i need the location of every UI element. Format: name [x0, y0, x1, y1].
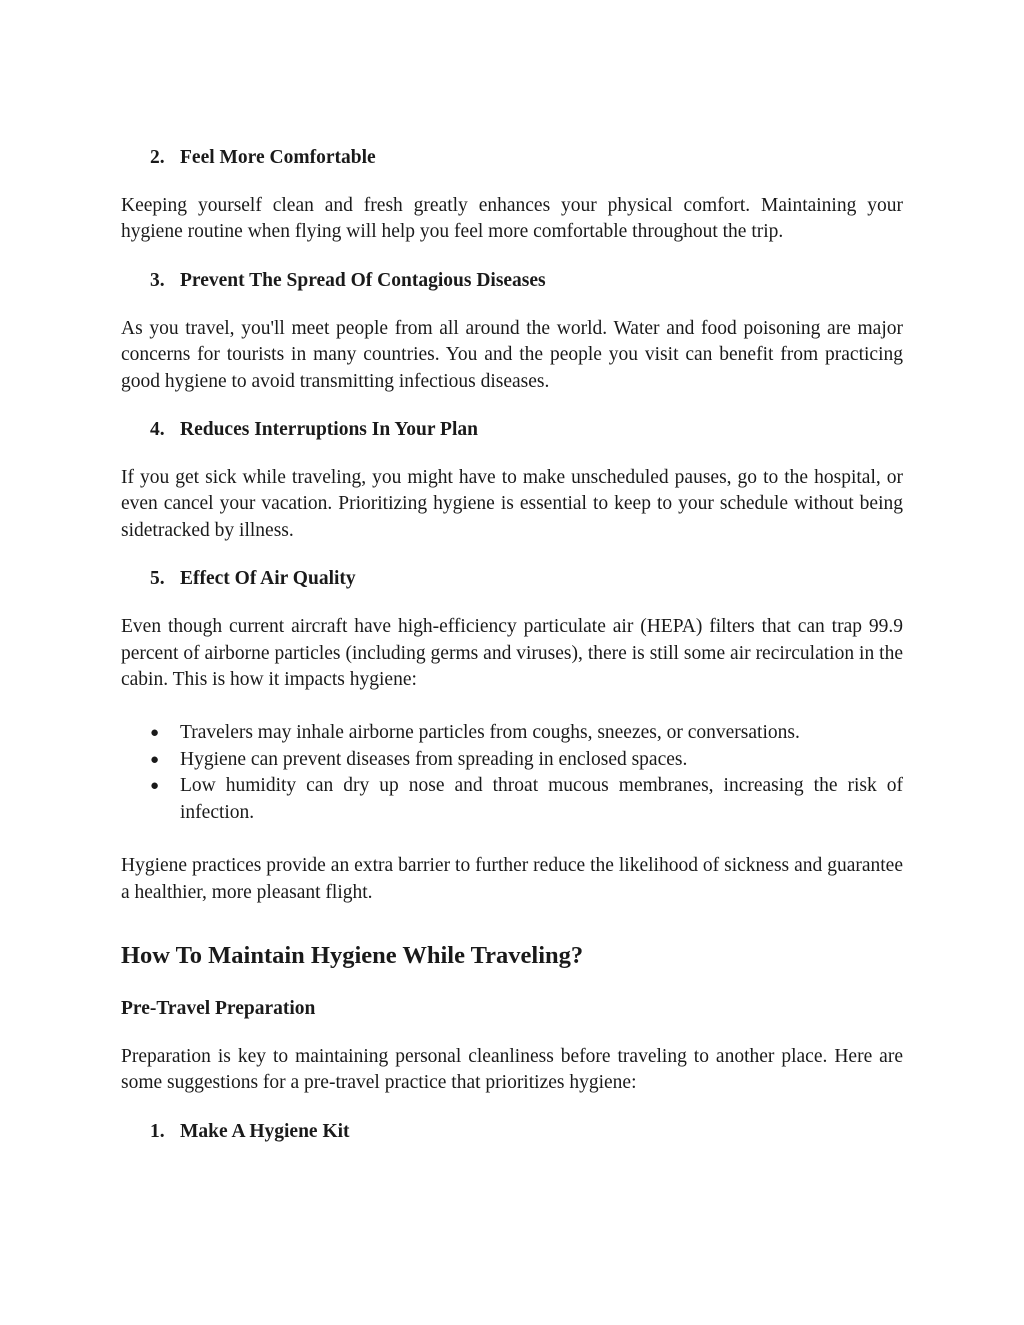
- bullet-text: Travelers may inhale airborne particles from coughs, sneezes, or conversations.: [180, 722, 800, 744]
- item-number: 4.: [150, 419, 165, 441]
- bullet-text: Hygiene can prevent diseases from spreading in enclosed spaces.: [180, 748, 688, 770]
- item-title: Reduces Interruptions In Your Plan: [180, 419, 478, 441]
- item-heading-2: [121, 140, 903, 176]
- section-heading: How To Maintain Hygiene While Traveling?: [121, 941, 584, 969]
- item-number: 3.: [150, 269, 165, 291]
- item-body-4: If you get sick while traveling, you might have to make unscheduled pauses, go to the hospital, or even cancel your vacation. Prioritizing hygiene is essential to keep to your schedule without being sidetracked by illness.: [121, 467, 903, 541]
- list-item: [121, 720, 903, 746]
- bullet-text: Low humidity can dry up nose and throat mucous membranes, increasing the risk of infection.: [180, 775, 903, 823]
- closing-paragraph: Hygiene practices provide an extra barrier to further reduce the likelihood of sickness and guarantee a healthier, more pleasant flight.: [121, 855, 903, 903]
- document-page: [121, 140, 903, 1150]
- item-title: Feel More Comfortable: [180, 147, 376, 168]
- item-heading-5: [121, 561, 903, 597]
- subsection-body: Preparation is key to maintaining personal cleanliness before traveling to another place. Here are some suggestions for a pre-travel practice that prioritizes hygiene:: [121, 1045, 903, 1094]
- item-body-5: Even though current aircraft have high-efficiency particulate air (HEPA) filters that can trap 99.9 percent of airborne particles (including germs and viruses), there is still some air recirculation in the cabin. This is how it impacts hygiene:: [121, 616, 903, 691]
- item-title: Prevent The Spread Of Contagious Diseases: [180, 269, 546, 291]
- item-number: 2.: [150, 147, 165, 168]
- item-title: Make A Hygiene Kit: [180, 1120, 350, 1142]
- list-item: [121, 773, 903, 826]
- item-heading-1: [121, 1114, 903, 1150]
- item-body-2: Keeping yourself clean and fresh greatly enhances your physical comfort. Maintaining your hygiene routine when flying will help you feel more comfortable throughout the trip.: [121, 195, 903, 243]
- item-heading-4: [121, 412, 903, 448]
- subsection-heading: Pre-Travel Preparation: [121, 997, 316, 1019]
- item-heading-3: [121, 263, 903, 299]
- list-item: [121, 747, 903, 773]
- bullet-icon: ●: [150, 725, 160, 742]
- item-number: 1.: [150, 1120, 165, 1142]
- bullet-icon: ●: [150, 751, 160, 768]
- item-title: Effect Of Air Quality: [180, 568, 356, 590]
- bullet-list: [121, 720, 903, 826]
- bullet-icon: ●: [150, 778, 160, 795]
- item-body-3: As you travel, you'll meet people from all around the world. Water and food poisoning are major concerns for tourists in many countries. You and the people you visit can benefit from practicing good hygiene to avoid transmitting infectious diseases.: [121, 317, 903, 392]
- item-number: 5.: [150, 568, 165, 590]
